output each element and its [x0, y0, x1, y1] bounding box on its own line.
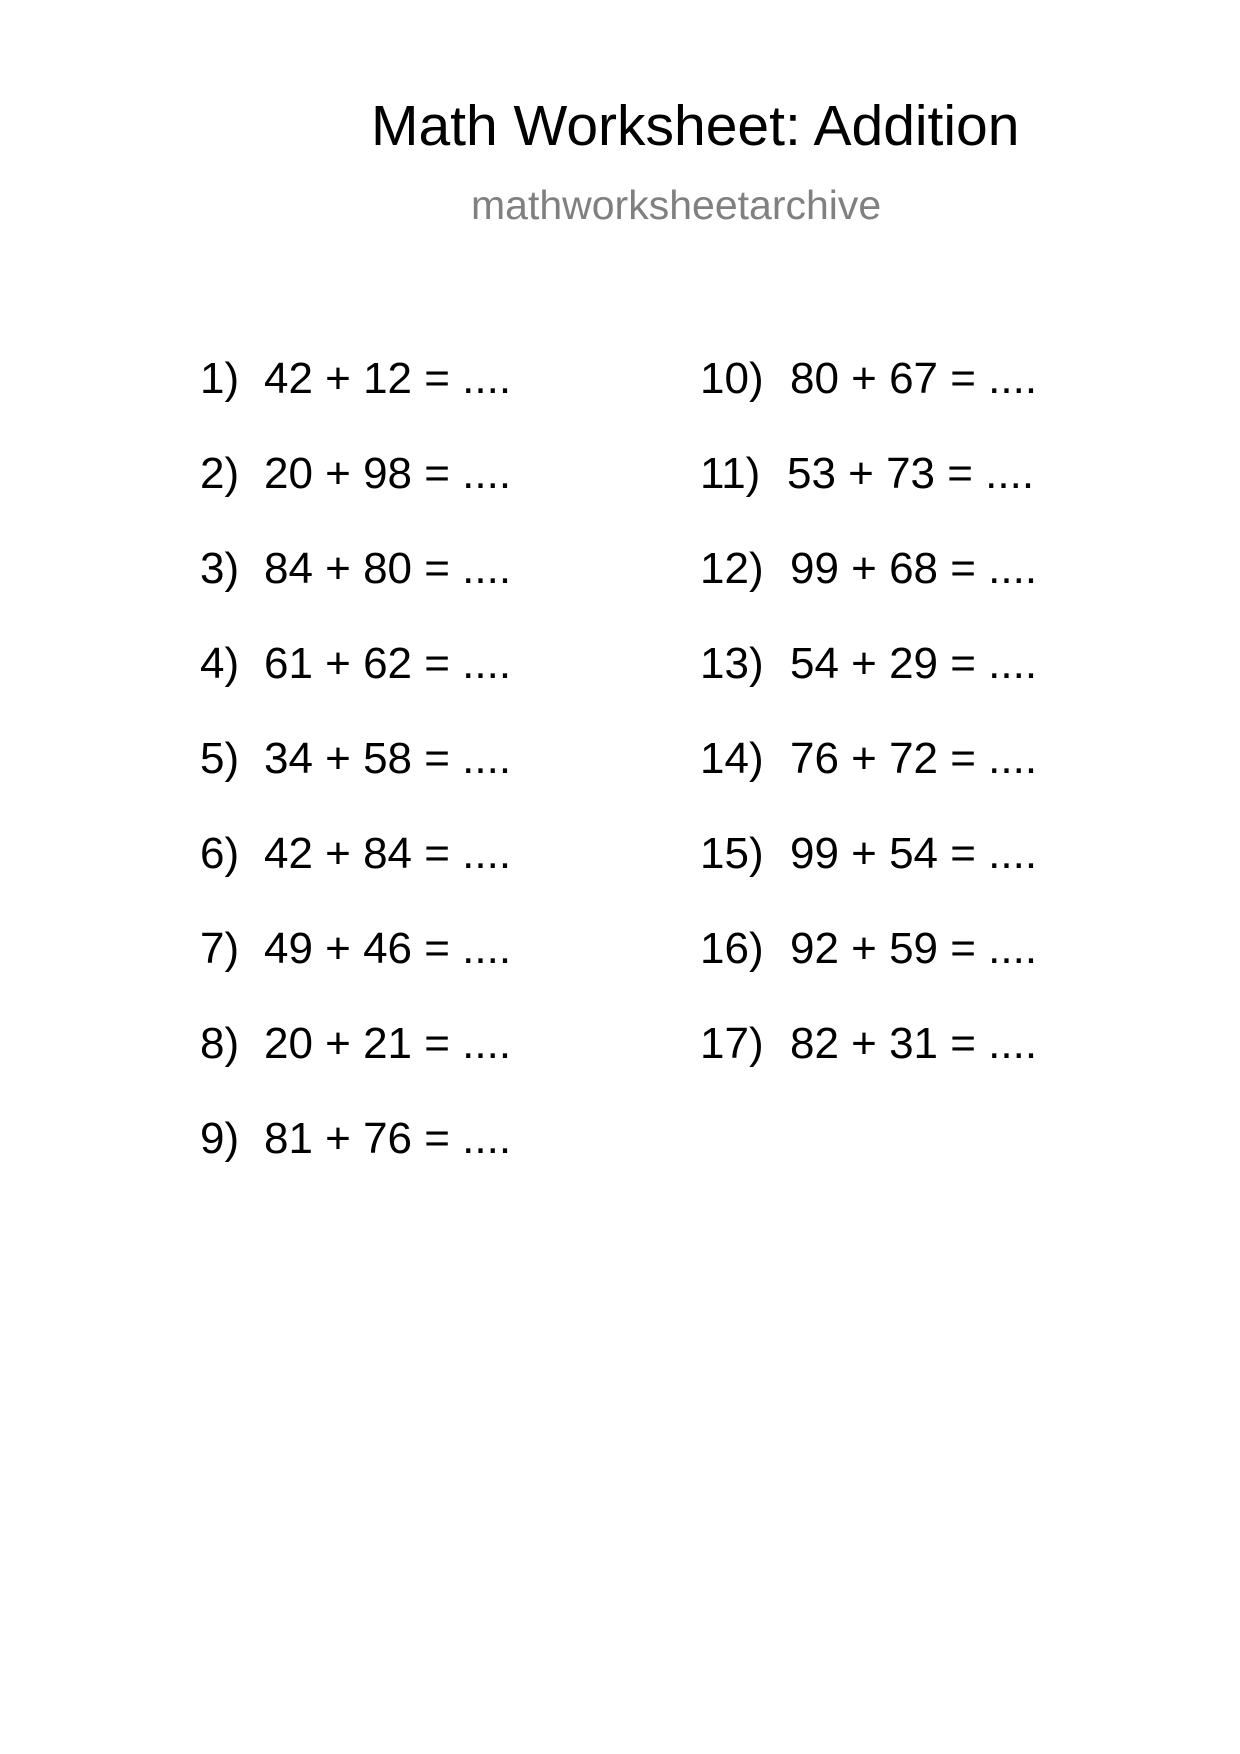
problem-expression: 53 + 73 = .... — [787, 449, 1035, 498]
problem-number: 5) — [200, 734, 240, 783]
problem-expression: 82 + 31 = .... — [790, 1019, 1038, 1068]
problem-number: 13) — [700, 639, 764, 688]
problem-item — [700, 354, 1038, 403]
problem-item — [200, 829, 512, 878]
problem-item — [200, 1114, 512, 1163]
problem-number: 15) — [700, 829, 764, 878]
problem-item — [700, 544, 1038, 593]
problem-item — [700, 639, 1038, 688]
problem-number: 17) — [700, 1019, 764, 1068]
problem-expression: 99 + 68 = .... — [790, 544, 1038, 593]
problem-expression: 42 + 84 = .... — [264, 829, 512, 878]
problem-number: 1) — [200, 354, 240, 403]
problem-expression: 20 + 21 = .... — [264, 1019, 512, 1068]
problem-number: 12) — [700, 544, 764, 593]
worksheet-source: mathworksheetarchive — [471, 182, 882, 228]
problem-item — [200, 544, 512, 593]
problem-item — [700, 1019, 1038, 1068]
problem-expression: 76 + 72 = .... — [790, 734, 1038, 783]
problem-number: 14) — [700, 734, 764, 783]
problem-item — [700, 449, 1035, 498]
problem-number: 9) — [200, 1114, 240, 1163]
problem-item — [200, 1019, 512, 1068]
worksheet-title: Math Worksheet: Addition — [371, 94, 1020, 158]
problem-item — [200, 449, 512, 498]
problem-expression: 54 + 29 = .... — [790, 639, 1038, 688]
problem-number: 2) — [200, 449, 240, 498]
problem-expression: 61 + 62 = .... — [264, 639, 512, 688]
problem-item — [700, 734, 1038, 783]
problem-expression: 99 + 54 = .... — [790, 829, 1038, 878]
problem-item — [700, 924, 1038, 973]
problem-item — [200, 734, 512, 783]
problem-number: 10) — [700, 354, 764, 403]
problem-number: 4) — [200, 639, 240, 688]
problem-number: 8) — [200, 1019, 240, 1068]
problem-number: 11) — [700, 449, 761, 498]
problem-expression: 20 + 98 = .... — [264, 449, 512, 498]
problem-expression: 84 + 80 = .... — [264, 544, 512, 593]
problem-expression: 80 + 67 = .... — [790, 354, 1038, 403]
problem-expression: 42 + 12 = .... — [264, 354, 512, 403]
problem-number: 3) — [200, 544, 240, 593]
problem-item — [700, 829, 1038, 878]
problem-item — [200, 639, 512, 688]
problem-number: 7) — [200, 924, 240, 973]
problem-number: 6) — [200, 829, 240, 878]
problem-expression: 49 + 46 = .... — [264, 924, 512, 973]
problem-item — [200, 924, 512, 973]
problem-number: 16) — [700, 924, 764, 973]
problem-expression: 34 + 58 = .... — [264, 734, 512, 783]
problem-expression: 81 + 76 = .... — [264, 1114, 512, 1163]
problem-item — [200, 354, 512, 403]
problem-expression: 92 + 59 = .... — [790, 924, 1038, 973]
